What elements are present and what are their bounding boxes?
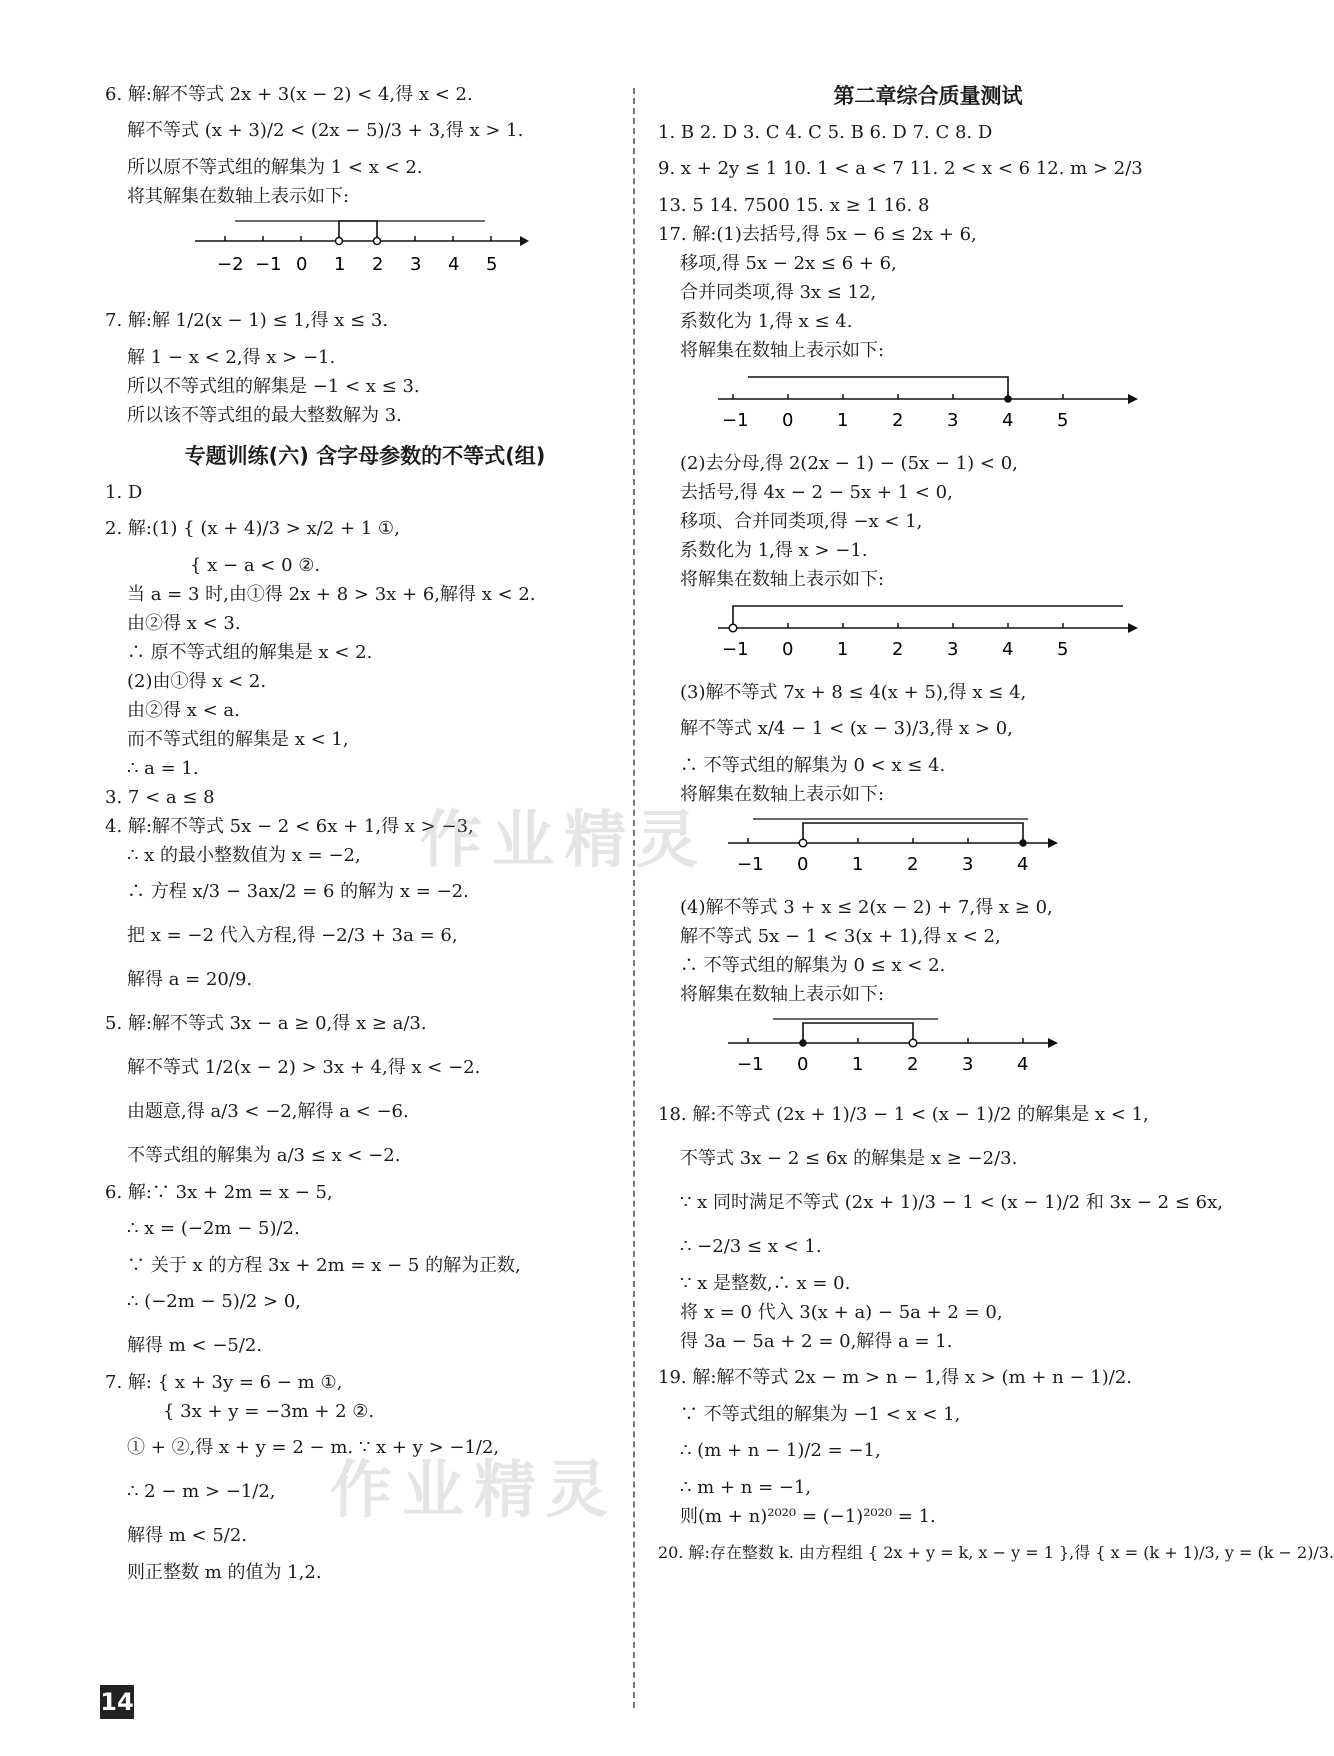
page-number: 14 (100, 1685, 134, 1719)
column-divider (633, 88, 635, 1708)
answer-line: ∴ 原不等式组的解集是 x < 2. (127, 642, 373, 663)
answer-line: 17. 解:(1)去括号,得 5x − 6 ≤ 2x + 6, (658, 224, 977, 245)
tick-label: 2 (907, 1054, 919, 1075)
answer-line: 所以不等式组的解集是 −1 < x ≤ 3. (127, 376, 420, 397)
tick-label: 3 (947, 639, 959, 660)
answer-line: 1. D (105, 482, 143, 503)
answer-line: 去括号,得 4x − 2 − 5x + 1 < 0, (680, 482, 953, 503)
section-title: 专题训练(六) 含字母参数的不等式(组) (184, 444, 546, 468)
answer-line: ∴ 方程 x/3 − 3ax/2 = 6 的解为 x = −2. (127, 881, 469, 902)
answer-line: 将 x = 0 代入 3(x + a) − 5a + 2 = 0, (680, 1302, 1003, 1323)
answer-line: 移项、合并同类项,得 −x < 1, (680, 511, 923, 532)
answer-line: 将解集在数轴上表示如下: (680, 340, 885, 361)
tick-label: 2 (892, 639, 904, 660)
answer-line: 所以该不等式组的最大整数解为 3. (127, 405, 402, 426)
answer-line: 所以原不等式组的解集为 1 < x < 2. (127, 157, 423, 178)
answer-line: 而不等式组的解集是 x < 1, (127, 729, 349, 750)
answer-line: 7. 解:解 1/2(x − 1) ≤ 1,得 x ≤ 3. (105, 310, 389, 331)
answer-line: 解得 m < −5/2. (127, 1335, 263, 1356)
answer-line: 4. 解:解不等式 5x − 2 < 6x + 1,得 x > −3, (105, 816, 474, 837)
tick-label: 0 (296, 254, 308, 275)
answer-line: (4)解不等式 3 + x ≤ 2(x − 2) + 7,得 x ≥ 0, (680, 897, 1053, 918)
watermark: 作业精灵 (420, 803, 709, 876)
tick-label: 2 (907, 854, 919, 875)
answer-line: 19. 解:解不等式 2x − m > n − 1,得 x > (m + n − 1)/2. (658, 1367, 1132, 1388)
answer-line: 将解集在数轴上表示如下: (680, 984, 885, 1005)
tick-label: −1 (722, 639, 749, 660)
answer-line: 13. 5 14. 7500 15. x ≥ 1 16. 8 (658, 195, 930, 216)
tick-label: 5 (486, 254, 498, 275)
answer-line: 9. x + 2y ≤ 1 10. 1 < a < 7 11. 2 < x < 6 12. m > 2/3 (658, 158, 1143, 179)
tick-label: 3 (410, 254, 422, 275)
answer-line: 6. 解:∵ 3x + 2m = x − 5, (105, 1182, 333, 1203)
answer-line: 解不等式 1/2(x − 2) > 3x + 4,得 x < −2. (127, 1057, 481, 1078)
answer-line: 解 1 − x < 2,得 x > −1. (127, 347, 336, 368)
answer-line: 将解集在数轴上表示如下: (680, 569, 885, 590)
answer-line: ∴ 2 − m > −1/2, (127, 1481, 276, 1502)
answer-line: ∵ 关于 x 的方程 3x + 2m = x − 5 的解为正数, (127, 1255, 521, 1276)
tick-label: −1 (255, 254, 282, 275)
answer-line: ∵ x 是整数,∴ x = 0. (680, 1273, 851, 1294)
answer-line: 20. 解:存在整数 k. 由方程组 { 2x + y = k, x − y = 1 },得 { x = (k + 1)/3, y = (k − 2)/3. (658, 1543, 1334, 1562)
tick-label: 4 (1002, 639, 1014, 660)
number-line-17-1 (718, 369, 1198, 439)
answer-line: 18. 解:不等式 (2x + 1)/3 − 1 < (x − 1)/2 的解集是 x < 1, (658, 1104, 1149, 1125)
answer-line: 解得 a = 20/9. (127, 969, 253, 990)
tick-label: 0 (782, 410, 794, 431)
tick-label: 3 (962, 1054, 974, 1075)
answer-line: ∴ x = (−2m − 5)/2. (127, 1218, 300, 1239)
answer-line: ∴ −2/3 ≤ x < 1. (680, 1236, 822, 1257)
answer-line: 则(m + n)²⁰²⁰ = (−1)²⁰²⁰ = 1. (680, 1506, 936, 1527)
answer-line: 2. 解:(1) { (x + 4)/3 > x/2 + 1 ①, (105, 518, 400, 539)
answer-line: 3. 7 < a ≤ 8 (105, 787, 215, 808)
tick-label: 4 (1017, 1054, 1029, 1075)
answer-line: 将解集在数轴上表示如下: (680, 784, 885, 805)
tick-label: 1 (334, 254, 346, 275)
answer-line: 移项,得 5x − 2x ≤ 6 + 6, (680, 253, 897, 274)
tick-label: 0 (797, 1054, 809, 1075)
answer-line: ∴ 不等式组的解集为 0 < x ≤ 4. (680, 755, 946, 776)
number-line-17-3 (728, 813, 1198, 883)
tick-label: 2 (372, 254, 384, 275)
number-line-17-2 (718, 598, 1198, 668)
answer-line: ∵ 不等式组的解集为 −1 < x < 1, (680, 1404, 961, 1425)
tick-label: 1 (837, 410, 849, 431)
answer-line: 1. B 2. D 3. C 4. C 5. B 6. D 7. C 8. D (658, 122, 993, 143)
answer-line: 由②得 x < a. (127, 700, 240, 721)
tick-label: −1 (722, 410, 749, 431)
tick-label: 4 (448, 254, 460, 275)
tick-label: −1 (737, 1054, 764, 1075)
tick-label: 5 (1057, 639, 1069, 660)
answer-line: ∴ (−2m − 5)/2 > 0, (127, 1291, 302, 1312)
answer-line: 不等式 3x − 2 ≤ 6x 的解集是 x ≥ −2/3. (680, 1148, 1018, 1169)
answer-line: ∴ a = 1. (127, 758, 199, 779)
answer-line: 解不等式 x/4 − 1 < (x − 3)/3,得 x > 0, (680, 718, 1013, 739)
answer-line: 由②得 x < 3. (127, 613, 241, 634)
answer-line: ① + ②,得 x + y = 2 − m. ∵ x + y > −1/2, (127, 1437, 500, 1458)
tick-label: −1 (737, 854, 764, 875)
answer-line: { x − a < 0 ②. (190, 555, 321, 576)
tick-label: −2 (217, 254, 244, 275)
answer-line: 合并同类项,得 3x ≤ 12, (680, 282, 877, 303)
tick-label: 0 (782, 639, 794, 660)
answer-line: 由题意,得 a/3 < −2,解得 a < −6. (127, 1101, 409, 1122)
section-title: 第二章综合质量测试 (833, 84, 1023, 108)
tick-label: 1 (852, 1054, 864, 1075)
number-line-q6 (195, 215, 625, 289)
answer-line: { 3x + y = −3m + 2 ②. (163, 1401, 375, 1422)
answer-line: (2)由①得 x < 2. (127, 671, 267, 692)
answer-line: 解不等式 (x + 3)/2 < (2x − 5)/3 + 3,得 x > 1. (127, 120, 524, 141)
answer-line: 不等式组的解集为 a/3 ≤ x < −2. (127, 1145, 401, 1166)
tick-label: 2 (892, 410, 904, 431)
answer-line: ∵ x 同时满足不等式 (2x + 1)/3 − 1 < (x − 1)/2 和 3x − 2 ≤ 6x, (680, 1192, 1223, 1213)
tick-label: 1 (852, 854, 864, 875)
tick-label: 4 (1002, 410, 1014, 431)
tick-label: 4 (1017, 854, 1029, 875)
answer-line: 5. 解:解不等式 3x − a ≥ 0,得 x ≥ a/3. (105, 1013, 427, 1034)
tick-label: 3 (962, 854, 974, 875)
answer-line: 系数化为 1,得 x ≤ 4. (680, 311, 853, 332)
tick-label: 0 (797, 854, 809, 875)
answer-line: 则正整数 m 的值为 1,2. (127, 1562, 322, 1583)
answer-line: 系数化为 1,得 x > −1. (680, 540, 868, 561)
answer-line: ∴ m + n = −1, (680, 1477, 812, 1498)
answer-line: (2)去分母,得 2(2x − 1) − (5x − 1) < 0, (680, 453, 1018, 474)
answer-line: 将其解集在数轴上表示如下: (127, 186, 350, 207)
answer-line: 解不等式 5x − 1 < 3(x + 1),得 x < 2, (680, 926, 1001, 947)
watermark: 作业精灵 (330, 1453, 619, 1526)
tick-label: 1 (837, 639, 849, 660)
right-column (658, 80, 1334, 1575)
answer-line: 解得 m < 5/2. (127, 1525, 248, 1546)
answer-line: 得 3a − 5a + 2 = 0,解得 a = 1. (680, 1331, 953, 1352)
tick-label: 3 (947, 410, 959, 431)
answer-line: 6. 解:解不等式 2x + 3(x − 2) < 4,得 x < 2. (105, 84, 473, 105)
answer-line: 7. 解: { x + 3y = 6 − m ①, (105, 1372, 343, 1393)
answer-line: (3)解不等式 7x + 8 ≤ 4(x + 5),得 x ≤ 4, (680, 682, 1027, 703)
answer-line: ∴ x 的最小整数值为 x = −2, (127, 845, 361, 866)
answer-line: ∴ 不等式组的解集为 0 ≤ x < 2. (680, 955, 946, 976)
tick-label: 5 (1057, 410, 1069, 431)
answer-line: 把 x = −2 代入方程,得 −2/3 + 3a = 6, (127, 925, 458, 946)
answer-line: ∴ (m + n − 1)/2 = −1, (680, 1440, 881, 1461)
answer-line: 当 a = 3 时,由①得 2x + 8 > 3x + 6,解得 x < 2. (127, 584, 536, 605)
number-line-17-4 (728, 1013, 1198, 1083)
